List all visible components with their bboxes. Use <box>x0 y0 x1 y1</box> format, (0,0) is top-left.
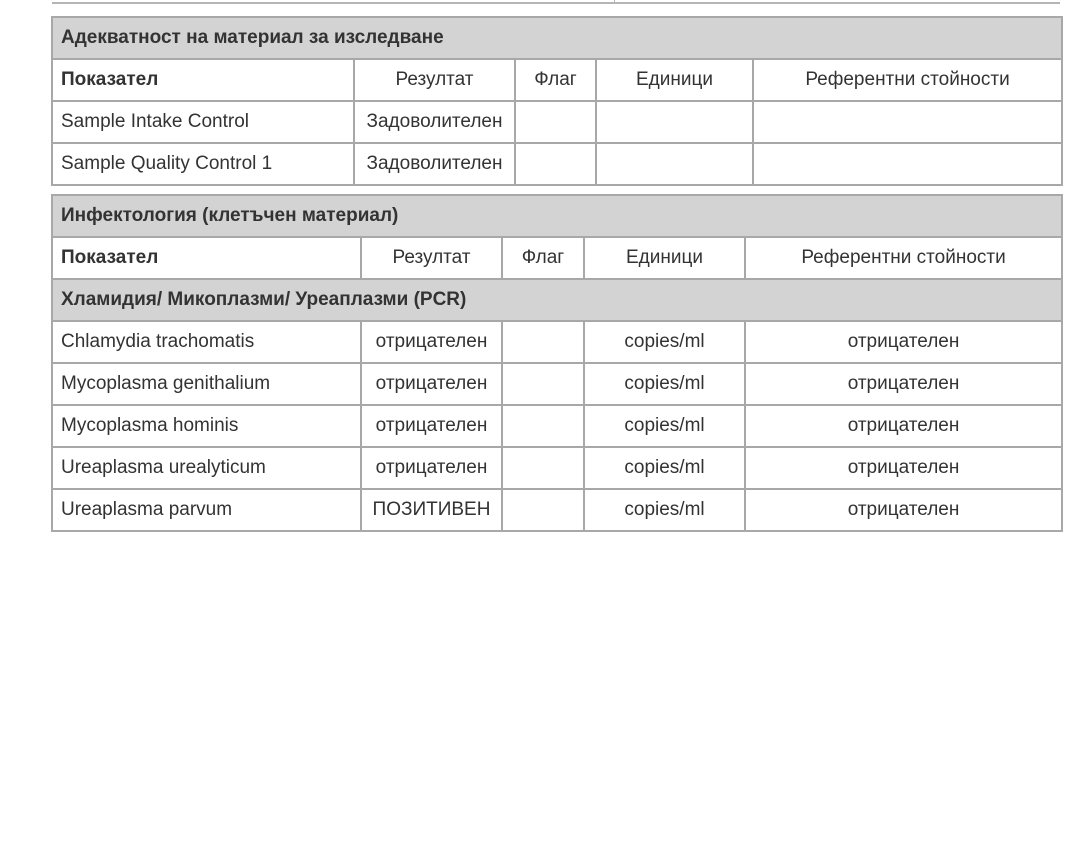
cell-result: Задоволителен <box>354 143 515 185</box>
cell-units: copies/ml <box>584 321 745 363</box>
cell-flag <box>502 405 584 447</box>
cell-indicator: Mycoplasma genithalium <box>52 363 361 405</box>
cell-reference: отрицателен <box>745 489 1062 531</box>
cell-indicator: Ureaplasma urealyticum <box>52 447 361 489</box>
cell-result: отрицателен <box>361 405 502 447</box>
table-row <box>52 143 1062 185</box>
column-header-row <box>52 59 1062 101</box>
cell-result: Задоволителен <box>354 101 515 143</box>
cell-units <box>596 101 753 143</box>
cell-reference: отрицателен <box>745 447 1062 489</box>
cell-units: copies/ml <box>584 447 745 489</box>
header-result: Резултат <box>354 59 515 101</box>
cell-reference <box>753 101 1062 143</box>
cell-indicator: Sample Intake Control <box>52 101 354 143</box>
cell-indicator: Sample Quality Control 1 <box>52 143 354 185</box>
section-title-infectology: Инфектология (клетъчен материал) <box>52 195 1062 237</box>
cell-reference: отрицателен <box>745 405 1062 447</box>
sample-adequacy-table <box>51 16 1063 186</box>
table-row <box>52 447 1062 489</box>
cell-units: copies/ml <box>584 405 745 447</box>
cell-units <box>596 143 753 185</box>
infectology-table <box>51 194 1063 532</box>
cell-reference: отрицателен <box>745 363 1062 405</box>
header-flag: Флаг <box>502 237 584 279</box>
cell-reference: отрицателен <box>745 321 1062 363</box>
cell-units: copies/ml <box>584 363 745 405</box>
table-row <box>52 101 1062 143</box>
table-row <box>52 405 1062 447</box>
cell-result: отрицателен <box>361 447 502 489</box>
cell-indicator: Mycoplasma hominis <box>52 405 361 447</box>
cell-reference <box>753 143 1062 185</box>
header-reference: Референтни стойности <box>753 59 1062 101</box>
section-header-row <box>52 17 1062 59</box>
subsection-title-pcr: Хламидия/ Микоплазми/ Уреаплазми (PCR) <box>52 279 1062 321</box>
cell-flag <box>502 363 584 405</box>
cell-flag <box>515 101 596 143</box>
previous-table-bottom-border <box>52 0 1060 4</box>
header-indicator: Показател <box>52 59 354 101</box>
header-flag: Флаг <box>515 59 596 101</box>
header-units: Единици <box>596 59 753 101</box>
section-title-adequacy: Адекватност на материал за изследване <box>52 17 1062 59</box>
cell-result: отрицателен <box>361 321 502 363</box>
cell-result: отрицателен <box>361 363 502 405</box>
cell-result: ПОЗИТИВЕН <box>361 489 502 531</box>
column-header-row <box>52 237 1062 279</box>
table-row <box>52 321 1062 363</box>
header-reference: Референтни стойности <box>745 237 1062 279</box>
cell-indicator: Ureaplasma parvum <box>52 489 361 531</box>
previous-table-column-divider <box>614 0 615 2</box>
header-result: Резултат <box>361 237 502 279</box>
cell-flag <box>502 447 584 489</box>
section-header-row <box>52 195 1062 237</box>
cell-flag <box>515 143 596 185</box>
header-indicator: Показател <box>52 237 361 279</box>
cell-indicator: Chlamydia trachomatis <box>52 321 361 363</box>
cell-units: copies/ml <box>584 489 745 531</box>
table-row <box>52 489 1062 531</box>
cell-flag <box>502 321 584 363</box>
table-row <box>52 363 1062 405</box>
subsection-header-row <box>52 279 1062 321</box>
header-units: Единици <box>584 237 745 279</box>
cell-flag <box>502 489 584 531</box>
